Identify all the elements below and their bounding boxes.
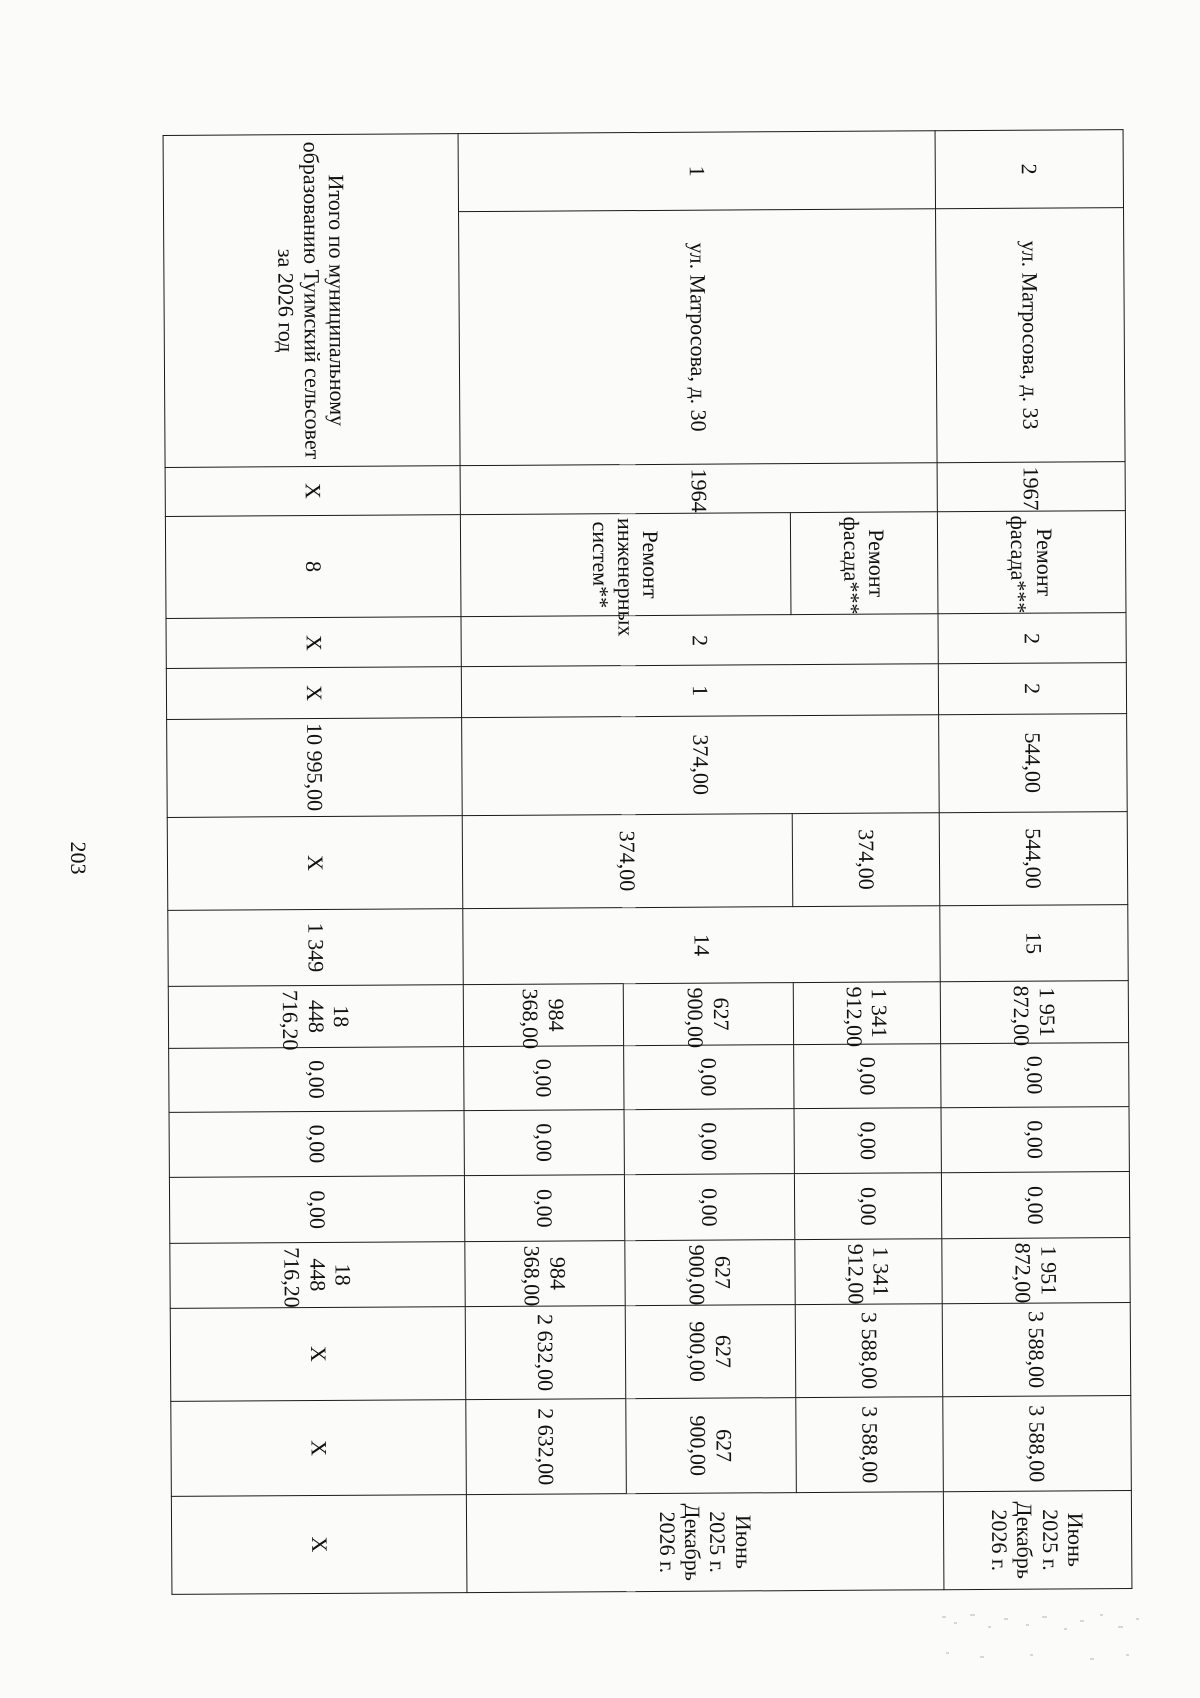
work-type: Ремонт фасада***: [790, 512, 938, 615]
address: ул. Матросова, д. 30: [459, 209, 938, 466]
total-residents: 1 349: [168, 909, 463, 987]
total-zero-2: 0,00: [169, 1110, 464, 1178]
table-row: [788, 131, 944, 1591]
address: ул. Матросова, д. 33: [936, 208, 1126, 463]
unit-cost-max: 627 900,00: [626, 1398, 797, 1494]
total-period: Х: [171, 1494, 467, 1594]
cost-zero-2: 0,00: [941, 1106, 1129, 1173]
cost-total: 1 341 912,00: [793, 982, 940, 1045]
cost-total: 1 951 872,00: [940, 980, 1128, 1044]
year-built: 1964: [460, 463, 937, 515]
cost-zero-3: 0,00: [464, 1175, 624, 1242]
entrances: 2: [938, 663, 1126, 714]
total-area: 10 995,00: [167, 717, 463, 817]
total-unit-cost: Х: [170, 1306, 466, 1401]
total-area: 544,00: [939, 713, 1128, 812]
work-type: Ремонт фасада***: [937, 510, 1126, 614]
area-by-work: 374,00: [462, 813, 793, 909]
cost-zero-1: 0,00: [941, 1043, 1129, 1108]
cost-zero-2: 0,00: [794, 1107, 941, 1174]
rotated-table: [164, 129, 1133, 1595]
total-zero-3: 0,00: [169, 1176, 464, 1244]
total-floors: Х: [166, 617, 461, 669]
total-entrances: Х: [166, 667, 461, 719]
rotated-table-wrapper: [164, 129, 1133, 1595]
unit-cost-max: 3 588,00: [943, 1396, 1132, 1492]
page-number: 203: [66, 841, 91, 875]
row-number: 1: [458, 131, 935, 212]
total-zero-1: 0,00: [169, 1047, 464, 1112]
cost-total: 984 368,00: [463, 983, 623, 1046]
cost-fund: 984 368,00: [465, 1241, 625, 1307]
period: Июнь 2025 г. Декабрь 2026 г.: [466, 1492, 944, 1593]
total-works-count: 8: [165, 515, 461, 619]
cost-zero-2: 0,00: [464, 1109, 624, 1176]
scan-noise-mark: [940, 1610, 1150, 1670]
floors: 2: [461, 614, 938, 667]
residents: 14: [463, 906, 940, 985]
total-cost-fund: 18 448 716,20: [170, 1242, 465, 1308]
cost-zero-2: 0,00: [624, 1108, 794, 1175]
unit-cost: 627 900,00: [625, 1304, 796, 1399]
unit-cost: 2 632,00: [465, 1305, 626, 1400]
residents: 15: [940, 905, 1128, 982]
total-area: 374,00: [462, 714, 940, 815]
total-unit-cost-max: Х: [171, 1400, 467, 1496]
cost-zero-3: 0,00: [941, 1172, 1129, 1239]
repair-program-table: [163, 129, 1133, 1595]
period: Июнь 2025 г. Декабрь 2026 г.: [943, 1490, 1132, 1589]
area-by-work: 544,00: [939, 811, 1128, 906]
cost-fund: 627 900,00: [625, 1240, 795, 1306]
total-cost: 18 448 716,20: [168, 984, 463, 1048]
cost-zero-1: 0,00: [624, 1045, 794, 1110]
total-label: Итого по муниципальному образованию Туимский сельсовет за 2026 год: [163, 134, 460, 468]
cost-zero-3: 0,00: [624, 1174, 794, 1241]
cost-zero-1: 0,00: [794, 1044, 941, 1108]
cost-zero-1: 0,00: [464, 1046, 624, 1110]
floors: 2: [938, 613, 1126, 664]
unit-cost: 3 588,00: [942, 1302, 1131, 1397]
unit-cost: 3 588,00: [795, 1303, 943, 1397]
area-by-work: 374,00: [792, 812, 940, 906]
total-area-by-work: Х: [167, 815, 463, 910]
cost-zero-3: 0,00: [794, 1173, 941, 1240]
unit-cost-max: 3 588,00: [796, 1397, 944, 1493]
year-built: 1967: [937, 461, 1125, 511]
total-row: [163, 134, 467, 1595]
cost-total: 627 900,00: [623, 982, 793, 1045]
cost-fund: 1 951 872,00: [942, 1238, 1130, 1304]
table-row: [935, 130, 1132, 1590]
total-year: Х: [165, 466, 460, 517]
cost-fund: 1 341 912,00: [795, 1239, 942, 1304]
entrances: 1: [461, 664, 938, 717]
unit-cost-max: 2 632,00: [466, 1399, 627, 1495]
work-type: Ремонт инженерных систем**: [460, 512, 791, 616]
row-number: 2: [935, 130, 1123, 209]
